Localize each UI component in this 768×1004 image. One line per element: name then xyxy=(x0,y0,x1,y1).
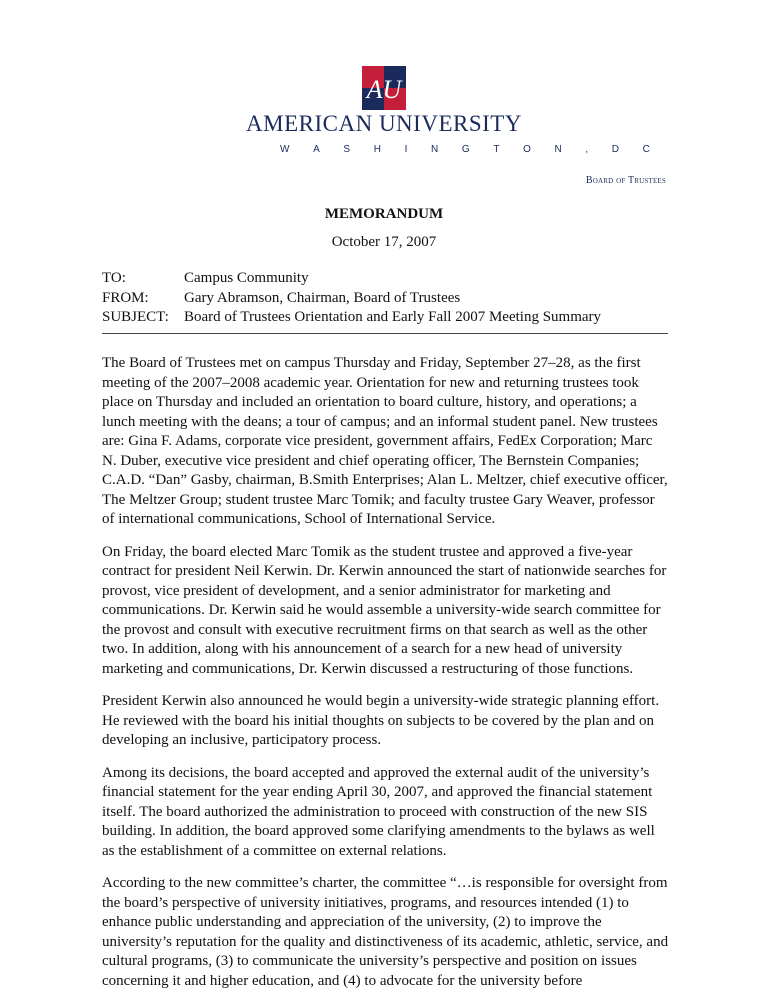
to-value: Campus Community xyxy=(184,270,309,286)
subject-label: SUBJECT: xyxy=(102,309,169,325)
location-letter: N xyxy=(554,144,562,155)
subject-row xyxy=(102,308,667,328)
location-letter: D xyxy=(611,144,620,155)
location-letter: G xyxy=(461,144,470,155)
to-label: TO: xyxy=(102,270,126,286)
body-paragraph: President Kerwin also announced he would begin a university-wide strategic planning effort. He reviewed with the board his initial thoughts on subjects to be covered by the plan and on developing an inclusive, participatory process. xyxy=(102,693,660,748)
location-letter: C xyxy=(642,144,650,155)
location-letter: N xyxy=(431,144,439,155)
from-label: FROM: xyxy=(102,289,149,306)
from-row xyxy=(102,289,667,309)
memo-header xyxy=(102,269,667,328)
body-paragraph: On Friday, the board elected Marc Tomik as the student trustee and approved a five-year contract for president Neil Kerwin. Dr. Kerwin announced the start of nationwide searches for provost, vice president of development, and a senior administrator for marketing and communications. Dr. Kerwin said he would assemble a university-wide search committee for the provost and consult with executive recruitment firms on that search as well as the other two. In addition, along with his announcement of a search for a new head of university marketing and communications, Dr. Kerwin discussed a restructuring of those functions. xyxy=(102,543,667,677)
body-paragraph: The Board of Trustees met on campus Thursday and Friday, September 27–28, as the first meeting of the 2007–2008 academic year. Orientation for new and returning trustees took place on Thursday and included an orientation to board culture, history, and operations; a lunch meeting with the deans; a tour of campus; and an informal student panel. New trustees are: Gina F. Adams, corporate vice president, government affairs, FedEx Corporation; Marc N. Duber, executive vice president and chief operating officer, The Bernstein Companies; C.A.D. “Dan” Gasby, chairman, B.Smith Enterprises; Alan L. Meltzer, chief executive officer, The Meltzer Group; student trustee Marc Tomik; and faculty trustee Gary Weaver, professor of international communications, School of International Service. xyxy=(102,355,668,527)
memo-date: October 17, 2007 xyxy=(331,234,437,250)
board-of-trustees-label: Board of Trustees xyxy=(585,175,666,186)
body-paragraph: According to the new committee’s charter, the committee “…is responsible for oversight from the board’s perspective of university initiatives, programs, and resources intended (1) to enhance public understanding and appreciation of the university, (2) to improve the university’s reputation for the quality and distinctiveness of its academic, athletic, service, and cultural programs, (3) to communicate the university’s perspective and position on issues concerning it and higher education, and (4) to advocate for the university before xyxy=(102,875,669,989)
body-paragraph: Among its decisions, the board accepted and approved the external audit of the university’s financial statement for the year ending April 30, 2007, and approved the financial statement itself. The board authorized the administration to proceed with construction of the new SIS building. In addition, the board approved some clarifying amendments to the bylaws as well as the establishment of a committee on external relations. xyxy=(102,764,655,859)
location-letter: S xyxy=(343,144,351,155)
au-logo-mark xyxy=(362,66,406,110)
header-divider xyxy=(102,333,668,334)
location-letter: A xyxy=(313,144,320,155)
subject-value: Board of Trustees Orientation and Early Fall 2007 Meeting Summary xyxy=(184,309,602,325)
memo-body xyxy=(102,354,670,1004)
location-letter: I xyxy=(404,144,408,155)
location-letter: O xyxy=(523,144,531,155)
from-value: Gary Abramson, Chairman, Board of Trustees xyxy=(184,289,461,306)
memo-title: MEMORANDUM xyxy=(324,206,444,222)
university-location xyxy=(280,144,650,155)
location-letter: H xyxy=(373,144,381,155)
location-letter: W xyxy=(280,144,290,155)
location-letter: , xyxy=(585,144,589,155)
location-letter: T xyxy=(493,144,500,155)
university-name: AMERICAN UNIVERSITY xyxy=(246,111,522,136)
au-logo-letters: AU xyxy=(366,75,402,104)
to-row xyxy=(102,269,667,289)
